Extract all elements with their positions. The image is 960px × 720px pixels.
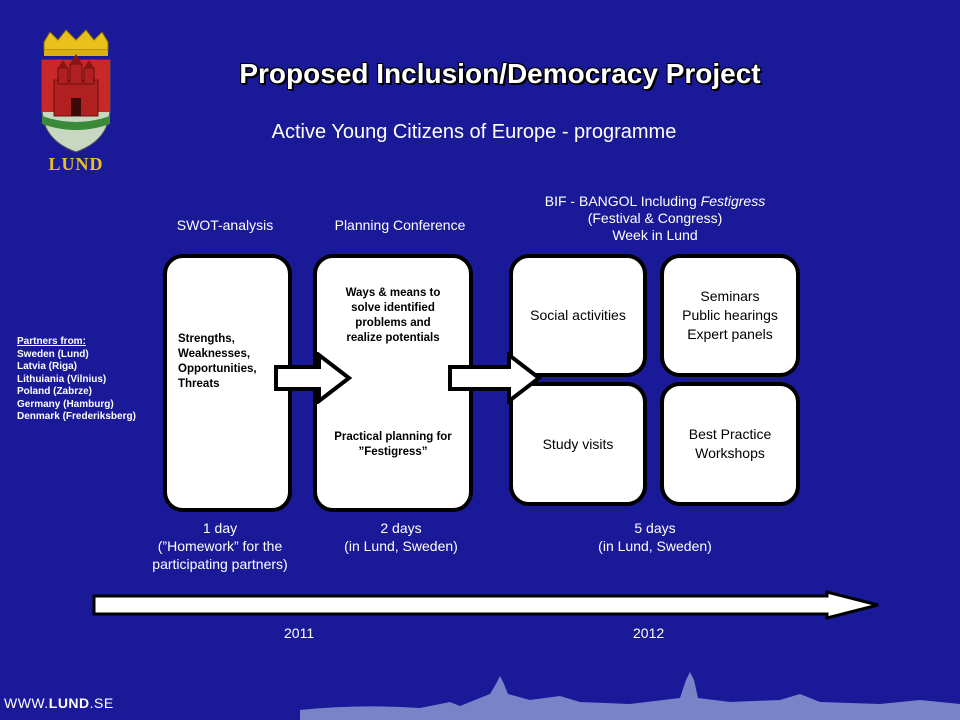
year-end: 2012 bbox=[633, 625, 665, 641]
lund-logo-text: LUND bbox=[48, 154, 104, 174]
duration-line: participating partners) bbox=[152, 556, 288, 572]
swot-duration bbox=[130, 519, 310, 573]
bif-label bbox=[500, 193, 810, 244]
duration-line: (”Homework” for the bbox=[157, 538, 283, 554]
planning-duration bbox=[316, 519, 486, 555]
footer-url bbox=[4, 695, 114, 711]
swot-label: SWOT-analysis bbox=[176, 217, 274, 233]
swot-line: Weaknesses, bbox=[178, 348, 251, 360]
lund-logo bbox=[36, 28, 116, 178]
duration-line: (in Lund, Sweden) bbox=[598, 538, 712, 554]
bif-duration bbox=[570, 519, 740, 555]
bif-label-prefix: BIF - BANGOL Including bbox=[544, 193, 701, 209]
best-practice-box bbox=[660, 382, 800, 506]
duration-line: 5 days bbox=[634, 520, 676, 536]
footer-prefix: WWW. bbox=[4, 695, 49, 711]
city-skyline-icon bbox=[300, 670, 960, 720]
planning-box-bottom-text bbox=[317, 430, 469, 460]
planning-line: solve identified bbox=[351, 302, 435, 314]
footer-bold: LUND bbox=[48, 695, 90, 711]
planning-label: Planning Conference bbox=[334, 217, 466, 233]
planning-line: problems and bbox=[355, 317, 431, 329]
partners-list bbox=[17, 336, 136, 424]
seminars-box bbox=[660, 254, 800, 377]
timeline-arrow-icon bbox=[92, 590, 882, 620]
social-activities-label: Social activities bbox=[530, 307, 626, 323]
arrow-right-icon bbox=[273, 352, 353, 404]
partner-item: Lithuiania (Vilnius) bbox=[17, 373, 107, 385]
planning-line: ”Festigress” bbox=[358, 446, 428, 458]
swot-box-text bbox=[178, 332, 257, 392]
swot-line: Opportunities, bbox=[178, 363, 257, 375]
bif-label-italic: Festigress bbox=[700, 193, 766, 209]
duration-line: 1 day bbox=[202, 520, 238, 536]
partner-item: Germany (Hamburg) bbox=[17, 398, 114, 410]
partner-item: Denmark (Frederiksberg) bbox=[17, 411, 136, 422]
partner-item: Latvia (Riga) bbox=[17, 361, 78, 372]
swot-line: Strengths, bbox=[178, 333, 235, 345]
footer-suffix: .SE bbox=[89, 695, 114, 711]
page-subtitle: Active Young Citizens of Europe - programme bbox=[271, 121, 677, 143]
swot-line: Threats bbox=[178, 378, 220, 390]
best-practice-line: Best Practice bbox=[688, 426, 772, 442]
year-start: 2011 bbox=[284, 625, 315, 641]
partner-item: Poland (Zabrze) bbox=[17, 386, 93, 397]
seminars-line: Expert panels bbox=[687, 326, 773, 342]
planning-line: Ways & means to bbox=[345, 287, 441, 299]
partners-heading: Partners from: bbox=[17, 336, 86, 347]
planning-line: Practical planning for bbox=[334, 431, 452, 443]
study-visits-label: Study visits bbox=[542, 435, 614, 452]
page-title: Proposed Inclusion/Democracy Project bbox=[239, 58, 761, 89]
duration-line: (in Lund, Sweden) bbox=[344, 538, 458, 554]
seminars-line: Public hearings bbox=[682, 307, 778, 323]
arrow-right-icon bbox=[447, 352, 543, 404]
planning-box-top-text bbox=[317, 286, 469, 346]
duration-line: 2 days bbox=[380, 520, 422, 536]
best-practice-line: Workshops bbox=[695, 445, 765, 461]
partner-item: Sweden (Lund) bbox=[17, 348, 89, 360]
bif-label-line2: (Festival & Congress) bbox=[587, 210, 723, 226]
seminars-line: Seminars bbox=[700, 288, 760, 304]
bif-label-line3: Week in Lund bbox=[612, 227, 698, 243]
planning-line: realize potentials bbox=[346, 332, 440, 344]
